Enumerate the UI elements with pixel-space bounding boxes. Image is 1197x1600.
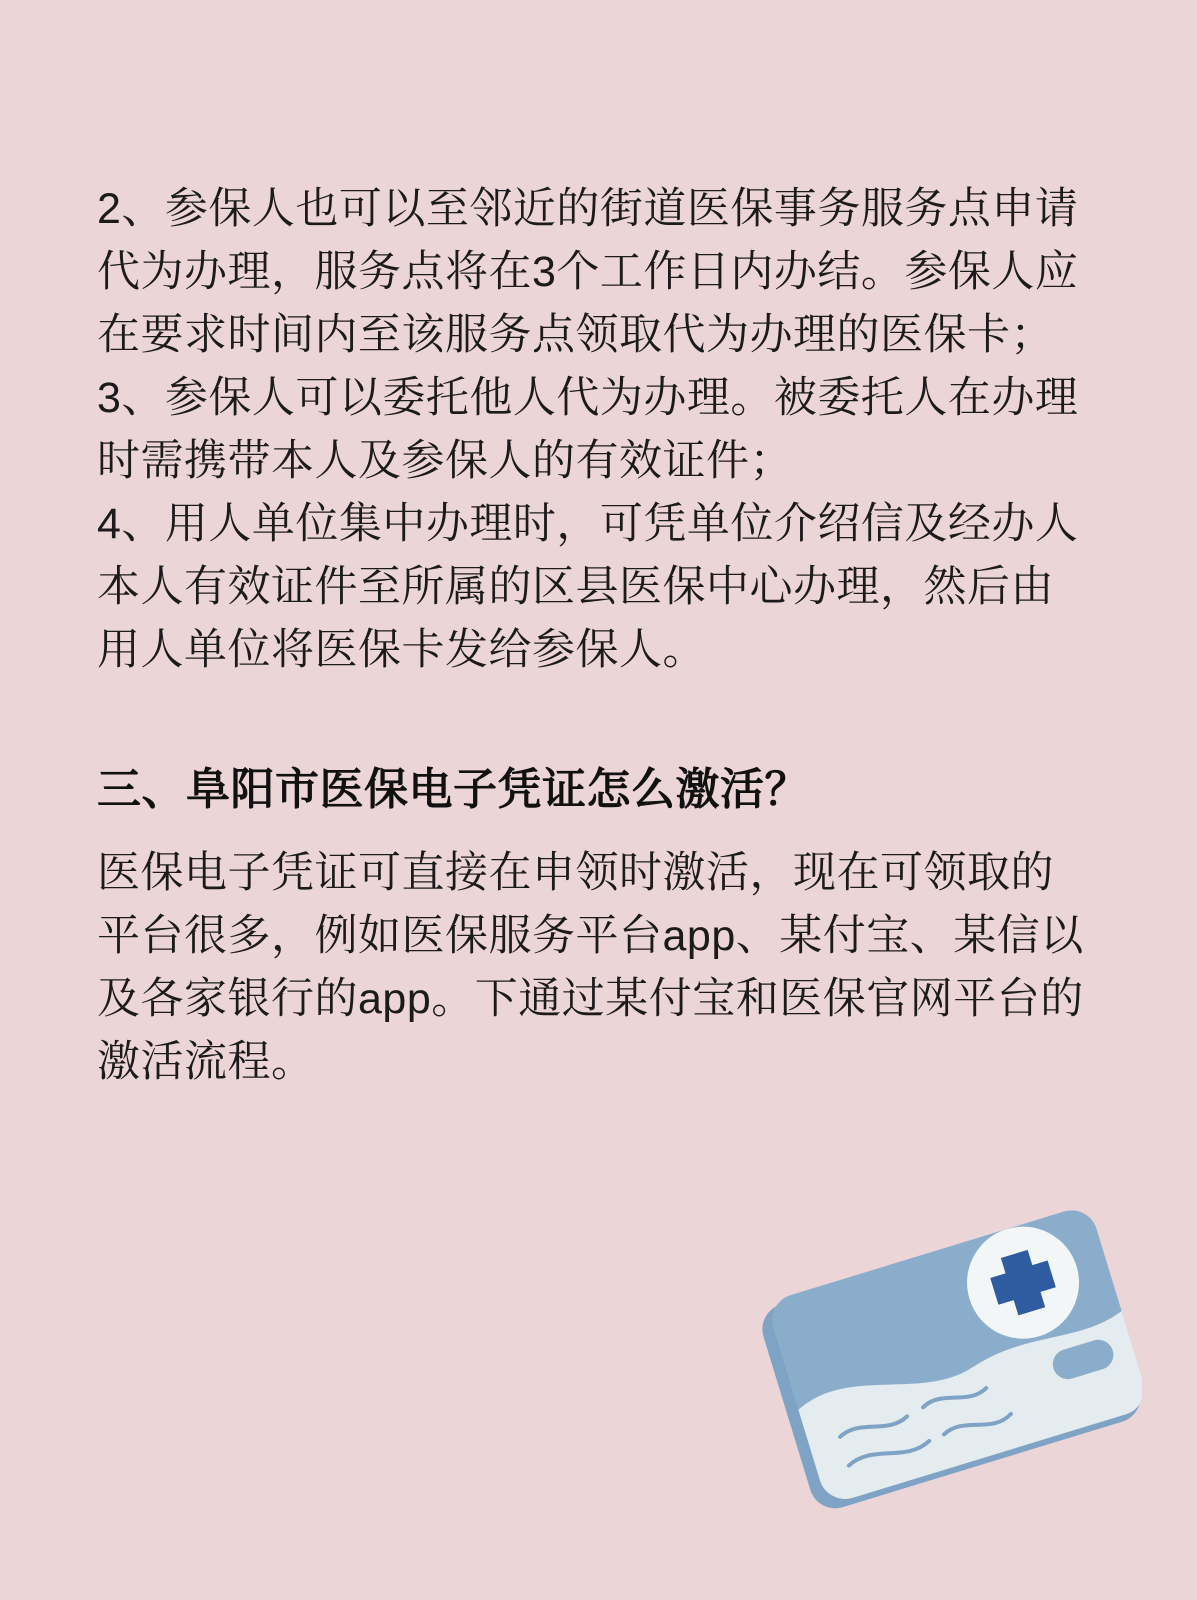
paragraph-item-4: 4、用人单位集中办理时，可凭单位介绍信及经办人本人有效证件至所属的区县医保中心办理，然后由用人单位将医保卡发给参保人。 (97, 500, 1079, 674)
paragraph-item-2: 2、参保人也可以至邻近的街道医保事务服务点申请代为办理，服务点将在3个工作日内办结。参保人应在要求时间内至该服务点领取代为办理的医保卡； (97, 185, 1079, 359)
section-paragraph: 医保电子凭证可直接在申领时激活，现在可领取的平台很多，例如医保服务平台app、某付宝、某信以及各家银行的app。下通过某付宝和医保官网平台的激活流程。 (97, 849, 1084, 1086)
spacer-small (97, 820, 1087, 842)
paragraph-item-3: 3、参保人可以委托他人代为办理。被委托人在办理时需携带本人及参保人的有效证件； (97, 374, 1079, 485)
section-heading: 三、阜阳市医保电子凭证怎么激活？ (97, 765, 809, 814)
medical-insurance-card-illustration (762, 1185, 1142, 1545)
spacer (97, 682, 1087, 760)
insurance-card-icon (762, 1185, 1142, 1545)
document-body (97, 178, 1087, 1094)
